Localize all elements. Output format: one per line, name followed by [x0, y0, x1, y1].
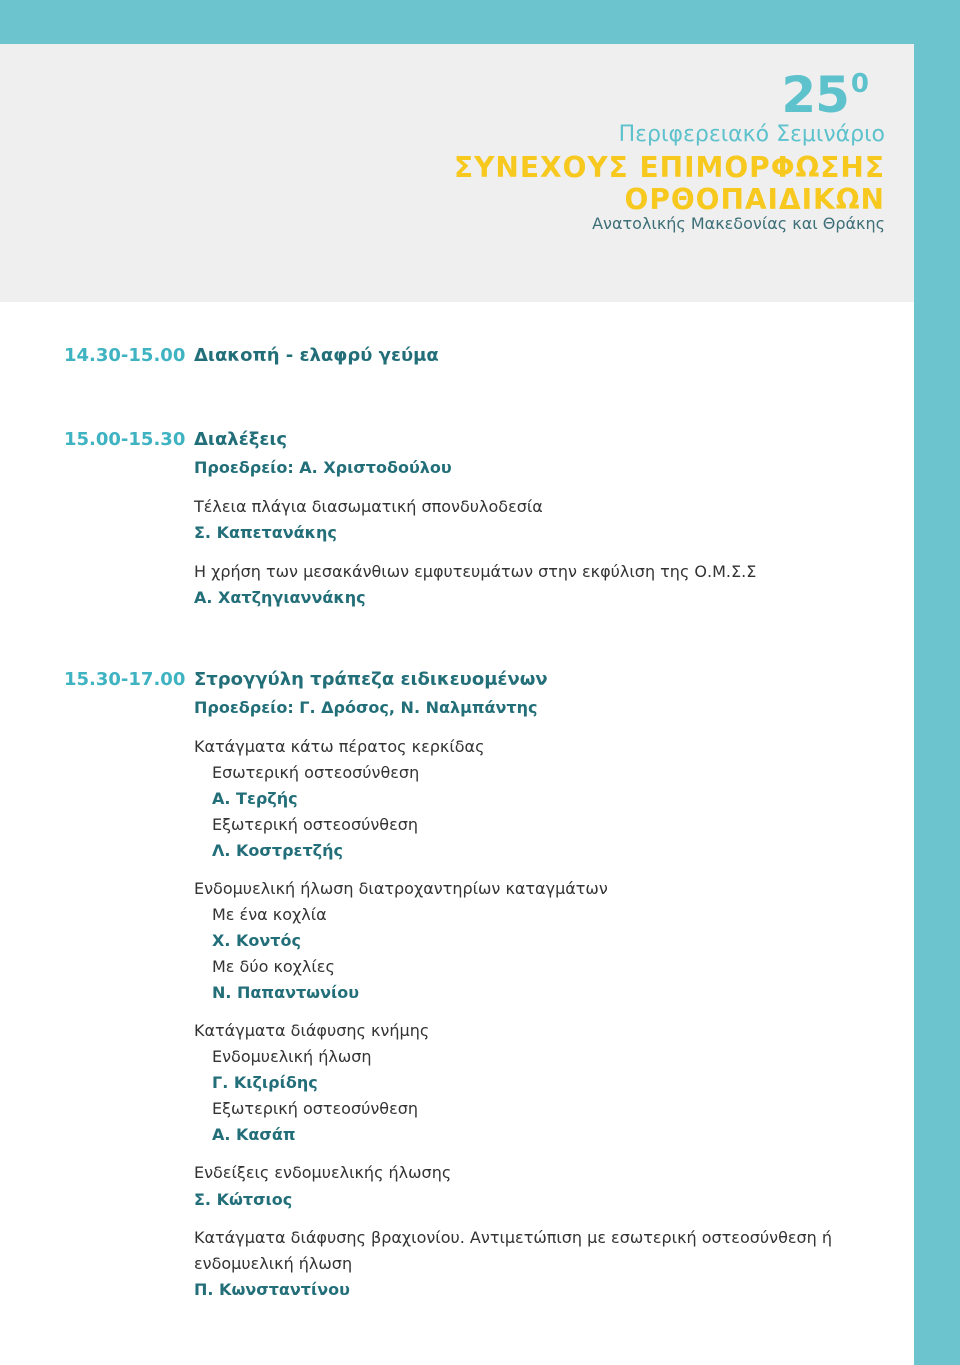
- topic-group-title: Ενδομυελική ήλωση διατροχαντηρίων καταγμάτων: [194, 879, 608, 898]
- seminar-header: [0, 44, 914, 302]
- seminar-number-superscript: 0: [850, 69, 868, 99]
- topic-speaker: Σ. Κώτσιος: [194, 1190, 293, 1209]
- session-chair: Προεδρείο: Γ. Δρόσος, Ν. Ναλμπάντης: [194, 698, 538, 717]
- session-time: 15.00-15.30: [64, 429, 186, 450]
- subtopic-speaker: Γ. Κιζιρίδης: [212, 1073, 318, 1092]
- subtopic-speaker: Λ. Κοστρετζής: [212, 841, 343, 860]
- topic-group-title-line1: Κατάγματα διάφυσης βραχιονίου. Αντιμετώπιση με εσωτερική οστεοσύνθεση ή: [194, 1228, 833, 1247]
- lecture-speaker: Α. Χατζηγιαννάκης: [194, 588, 366, 607]
- subtopic-speaker: Α. Κασάπ: [212, 1125, 296, 1144]
- session-title: Στρογγύλη τράπεζα ειδικευομένων: [194, 669, 548, 690]
- subtopic: Εσωτερική οστεοσύνθεση: [212, 763, 420, 782]
- session-chair: Προεδρείο: Α. Χριστοδούλου: [194, 458, 452, 477]
- subtopic-speaker: Α. Τερζής: [212, 789, 298, 808]
- topic-group-title-line2: ενδομυελική ήλωση: [194, 1254, 353, 1273]
- session-title: Διακοπή - ελαφρύ γεύμα: [194, 345, 439, 366]
- subtopic: Με δύο κοχλίες: [212, 957, 335, 976]
- lecture-topic: Τέλεια πλάγια διασωματική σπονδυλοδεσία: [194, 497, 543, 516]
- subtopic-speaker: Χ. Κοντός: [212, 931, 301, 950]
- seminar-subtitle: Περιφερειακό Σεμινάριο: [618, 122, 885, 147]
- topic-group-title: Ενδείξεις ενδομυελικής ήλωσης: [194, 1163, 452, 1182]
- topic-group-title: Κατάγματα διάφυσης κνήμης: [194, 1021, 430, 1040]
- lecture-topic: Η χρήση των μεσακάνθιων εμφυτευμάτων στην εκφύλιση της Ο.Μ.Σ.Σ: [194, 562, 757, 581]
- seminar-title-line2: ΟΡΘΟΠΑΙΔΙΚΩΝ: [624, 183, 885, 216]
- seminar-title-line1: ΣΥΝΕΧΟΥΣ ΕΠΙΜΟΡΦΩΣΗΣ: [454, 151, 885, 184]
- subtopic: Εξωτερική οστεοσύνθεση: [212, 1099, 418, 1118]
- subtopic: Εξωτερική οστεοσύνθεση: [212, 815, 418, 834]
- subtopic-speaker: Ν. Παπαντωνίου: [212, 983, 360, 1002]
- session-title: Διαλέξεις: [194, 429, 288, 450]
- session-time: 15.30-17.00: [64, 669, 186, 690]
- seminar-title: [454, 152, 885, 216]
- seminar-number-value: 25: [781, 66, 849, 124]
- lecture-speaker: Σ. Καπετανάκης: [194, 523, 337, 542]
- topic-speaker: Π. Κωνσταντίνου: [194, 1280, 350, 1299]
- session-time: 14.30-15.00: [64, 345, 186, 366]
- topic-group-title: Κατάγματα κάτω πέρατος κερκίδας: [194, 737, 485, 756]
- seminar-number: [781, 66, 868, 124]
- subtopic: Με ένα κοχλία: [212, 905, 327, 924]
- seminar-region: Ανατολικής Μακεδονίας και Θράκης: [592, 214, 885, 233]
- subtopic: Ενδομυελική ήλωση: [212, 1047, 372, 1066]
